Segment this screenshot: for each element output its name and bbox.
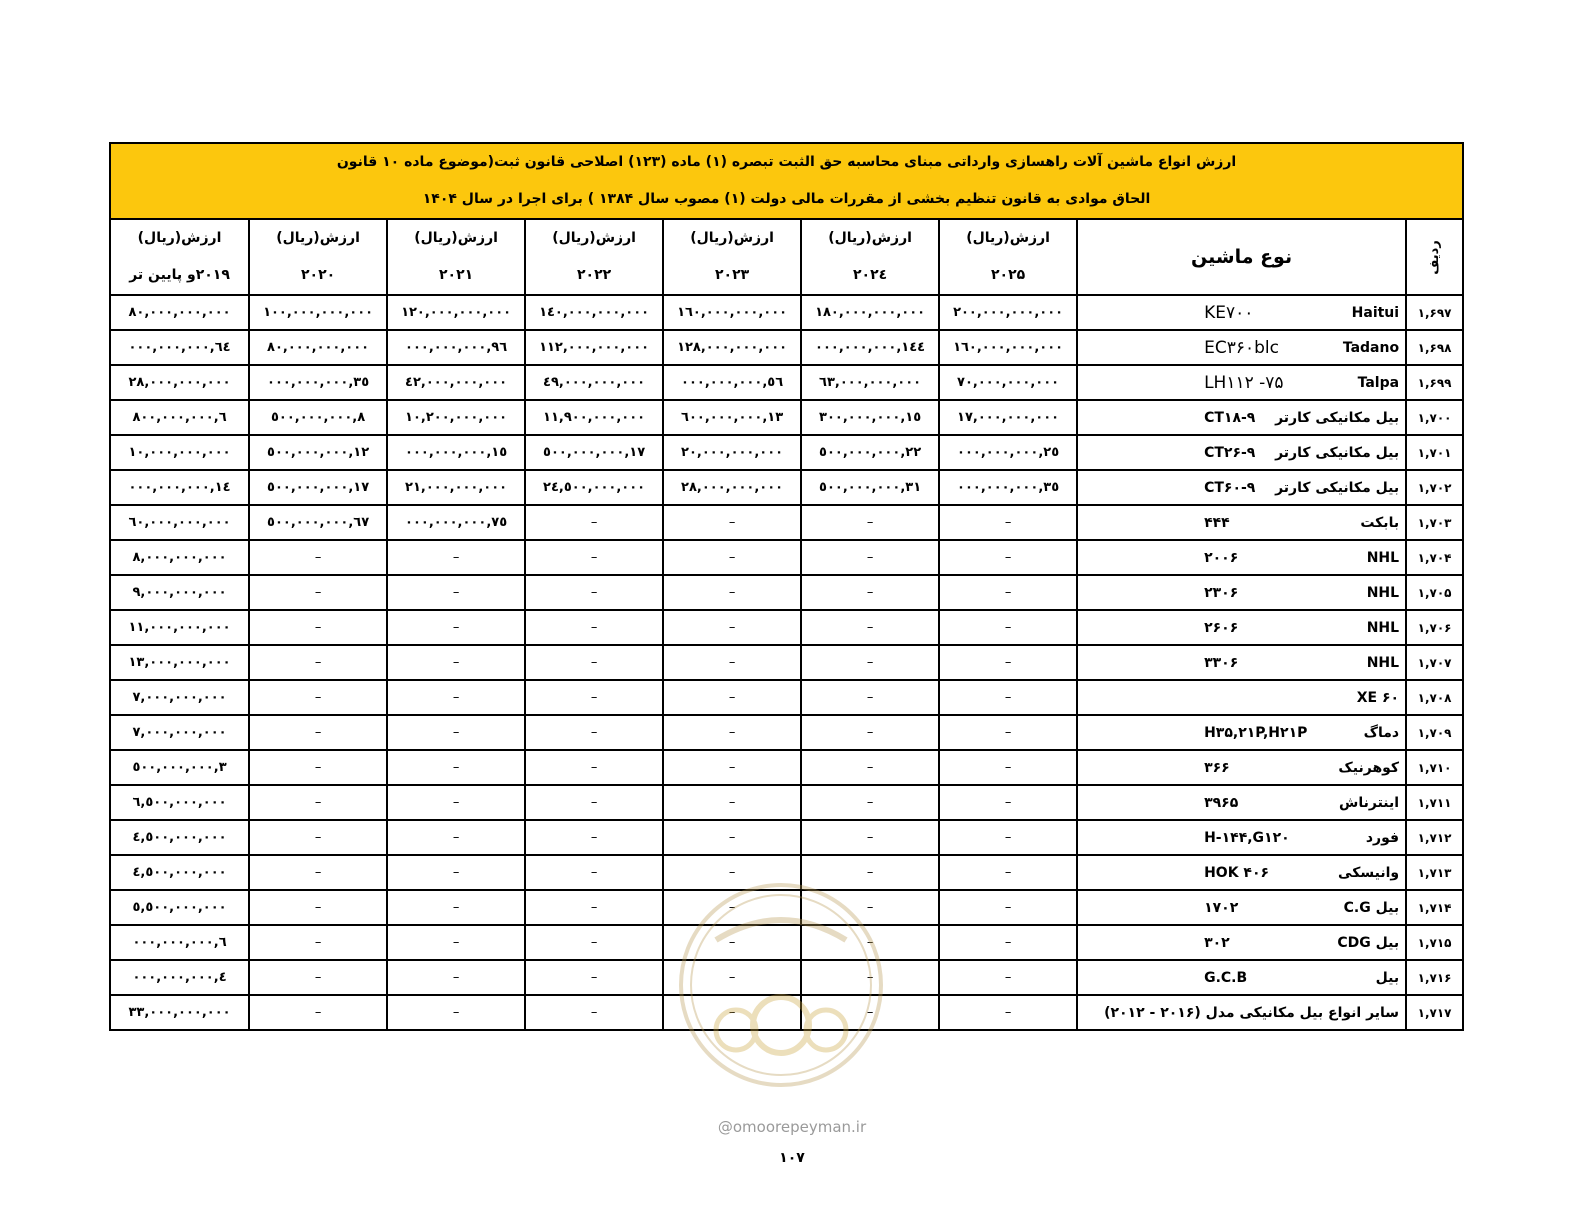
value-cell-1: – bbox=[801, 575, 939, 610]
header-year-5 bbox=[249, 219, 387, 295]
title-line-1: ارزش انواع ماشین آلات راهسازی وارداتی مبنای محاسبه حق الثبت تبصره (۱) ماده (۱۲۳) اصلاحی قانون ثبت(موضوع ماده ۱۰ قانون bbox=[336, 154, 1237, 170]
value-cell-3: – bbox=[525, 855, 663, 890]
machine-type-cell bbox=[1077, 330, 1406, 365]
machine-model: KE۷۰۰ bbox=[1204, 302, 1254, 323]
machine-type-cell bbox=[1077, 365, 1406, 400]
header-radif: ردیف bbox=[1406, 219, 1463, 295]
machine-model: CT۶۰-۹ bbox=[1204, 479, 1256, 496]
value-cell-4: – bbox=[387, 960, 525, 995]
machine-type-cell bbox=[1077, 645, 1406, 680]
machine-type-cell bbox=[1077, 855, 1406, 890]
value-cell-4: – bbox=[387, 540, 525, 575]
machine-model: H۳۵,۲۱P,H۲۱P bbox=[1204, 724, 1308, 741]
machine-type-cell bbox=[1077, 925, 1406, 960]
row-number: ۱,۷۰۲ bbox=[1406, 470, 1463, 505]
machine-type-cell bbox=[1077, 575, 1406, 610]
header-value-label: ارزش(ریال) bbox=[414, 230, 498, 246]
value-cell-5: – bbox=[249, 890, 387, 925]
value-cell-5: – bbox=[249, 645, 387, 680]
value-cell-0: – bbox=[939, 715, 1077, 750]
value-cell-2: ۲۰,۰۰۰,۰۰۰,۰۰۰ bbox=[663, 435, 801, 470]
value-cell-0: ۷۰,۰۰۰,۰۰۰,۰۰۰ bbox=[939, 365, 1077, 400]
machine-type-cell bbox=[1077, 470, 1406, 505]
value-cell-1: – bbox=[801, 645, 939, 680]
title-line-2: الحاق موادی به قانون تنظیم بخشی از مقررات مالی دولت (۱) مصوب سال ۱۳۸۴ ) برای اجرا در سال ۱۴۰۴ bbox=[422, 191, 1151, 207]
value-cell-5: – bbox=[249, 995, 387, 1030]
value-cell-0: ۱٦۰,۰۰۰,۰۰۰,۰۰۰ bbox=[939, 330, 1077, 365]
value-cell-1: ۲۲,٥۰۰,۰۰۰,۰۰۰ bbox=[801, 435, 939, 470]
header-value-label: ارزش(ریال) bbox=[137, 230, 222, 246]
machine-model: HOK ۴۰۶ bbox=[1204, 864, 1270, 881]
value-cell-5: – bbox=[249, 610, 387, 645]
value-cell-3: – bbox=[525, 820, 663, 855]
header-value-label: ارزش(ریال) bbox=[552, 230, 636, 246]
header-year-label: ۲۰۱۹و پایین تر bbox=[129, 267, 230, 283]
value-cell-6: ۱۳,۰۰۰,۰۰۰,۰۰۰ bbox=[110, 645, 249, 680]
table-row bbox=[110, 575, 1463, 610]
machine-name: کوهرنیک bbox=[1338, 759, 1400, 776]
value-cell-0: ۱۷,۰۰۰,۰۰۰,۰۰۰ bbox=[939, 400, 1077, 435]
machine-model: ۲۰۰۶ bbox=[1204, 549, 1239, 566]
machine-name: Talpa bbox=[1357, 374, 1400, 391]
row-number: ۱,۷۰۳ bbox=[1406, 505, 1463, 540]
row-number: ۱,۷۱۷ bbox=[1406, 995, 1463, 1030]
table-body bbox=[110, 295, 1463, 1030]
machine-model: ۳۰۲ bbox=[1204, 934, 1230, 951]
value-cell-6: ۸,۰۰۰,۰۰۰,۰۰۰ bbox=[110, 540, 249, 575]
row-number: ۱,۷۱۱ bbox=[1406, 785, 1463, 820]
header-machine-type: نوع ماشین bbox=[1077, 219, 1406, 295]
value-cell-2: ۱۳,٦۰۰,۰۰۰,۰۰۰ bbox=[663, 400, 801, 435]
value-cell-1: ۱٤٤,۰۰۰,۰۰۰,۰۰۰ bbox=[801, 330, 939, 365]
machine-model: G.C.B bbox=[1204, 969, 1248, 986]
table-row bbox=[110, 995, 1463, 1030]
value-cell-4: ۱۰,۲۰۰,۰۰۰,۰۰۰ bbox=[387, 400, 525, 435]
machine-name: Tadano bbox=[1342, 339, 1400, 356]
value-cell-2: – bbox=[663, 680, 801, 715]
footer-url: @omoorepeyman.ir bbox=[717, 1118, 867, 1136]
row-number: ۱,۶۹۸ bbox=[1406, 330, 1463, 365]
machine-name: بیل CDG bbox=[1337, 934, 1400, 951]
machine-name: بیل C.G bbox=[1343, 899, 1400, 916]
value-cell-4: – bbox=[387, 855, 525, 890]
value-cell-5: – bbox=[249, 785, 387, 820]
value-cell-5: ۱۷,٥۰۰,۰۰۰,۰۰۰ bbox=[249, 470, 387, 505]
header-year-0 bbox=[939, 219, 1077, 295]
value-cell-6: ٦۰,۰۰۰,۰۰۰,۰۰۰ bbox=[110, 505, 249, 540]
value-cell-3: ۲٤,٥۰۰,۰۰۰,۰۰۰ bbox=[525, 470, 663, 505]
machine-model: ۲۳۰۶ bbox=[1204, 584, 1239, 601]
value-cell-2: – bbox=[663, 785, 801, 820]
machine-name: Haitui bbox=[1351, 304, 1400, 321]
table-row bbox=[110, 505, 1463, 540]
value-cell-3: – bbox=[525, 505, 663, 540]
value-cell-5: ۱۲,٥۰۰,۰۰۰,۰۰۰ bbox=[249, 435, 387, 470]
value-cell-4: – bbox=[387, 575, 525, 610]
machine-model: ۲۶۰۶ bbox=[1204, 619, 1239, 636]
value-cell-4: – bbox=[387, 925, 525, 960]
value-cell-0: ۲٥,۰۰۰,۰۰۰,۰۰۰ bbox=[939, 435, 1077, 470]
table-row bbox=[110, 680, 1463, 715]
machine-name: NHL bbox=[1366, 654, 1400, 671]
table-row bbox=[110, 400, 1463, 435]
value-cell-2: – bbox=[663, 505, 801, 540]
value-cell-4: ۱٥,۰۰۰,۰۰۰,۰۰۰ bbox=[387, 435, 525, 470]
table-row bbox=[110, 890, 1463, 925]
value-cell-0: – bbox=[939, 750, 1077, 785]
header-year-2 bbox=[663, 219, 801, 295]
value-cell-6: ۱٤,۰۰۰,۰۰۰,۰۰۰ bbox=[110, 470, 249, 505]
value-cell-3: ٤۹,۰۰۰,۰۰۰,۰۰۰ bbox=[525, 365, 663, 400]
header-year-3 bbox=[525, 219, 663, 295]
value-cell-3: – bbox=[525, 995, 663, 1030]
value-cell-2: ۲۸,۰۰۰,۰۰۰,۰۰۰ bbox=[663, 470, 801, 505]
value-cell-2: – bbox=[663, 645, 801, 680]
table-row bbox=[110, 540, 1463, 575]
machine-model: H-۱۴۴,G۱۲۰ bbox=[1204, 829, 1290, 846]
value-cell-1: – bbox=[801, 505, 939, 540]
value-cell-2: – bbox=[663, 610, 801, 645]
value-cell-5: – bbox=[249, 680, 387, 715]
table-row bbox=[110, 750, 1463, 785]
value-cell-5: ٦۷,٥۰۰,۰۰۰,۰۰۰ bbox=[249, 505, 387, 540]
value-cell-0: ۲۰۰,۰۰۰,۰۰۰,۰۰۰ bbox=[939, 295, 1077, 330]
table-row bbox=[110, 785, 1463, 820]
value-cell-4: ٤۲,۰۰۰,۰۰۰,۰۰۰ bbox=[387, 365, 525, 400]
value-cell-4: – bbox=[387, 995, 525, 1030]
value-cell-1: ٦۳,۰۰۰,۰۰۰,۰۰۰ bbox=[801, 365, 939, 400]
table-row bbox=[110, 610, 1463, 645]
value-cell-4: – bbox=[387, 680, 525, 715]
header-value-label: ارزش(ریال) bbox=[276, 230, 360, 246]
value-cell-2: – bbox=[663, 995, 801, 1030]
value-cell-5: – bbox=[249, 960, 387, 995]
row-number: ۱,۷۰۷ bbox=[1406, 645, 1463, 680]
row-number: ۱,۷۰۶ bbox=[1406, 610, 1463, 645]
value-cell-1: – bbox=[801, 785, 939, 820]
value-cell-6: ۸۰,۰۰۰,۰۰۰,۰۰۰ bbox=[110, 295, 249, 330]
value-cell-1: ۱٥,۳۰۰,۰۰۰,۰۰۰ bbox=[801, 400, 939, 435]
header-year-label: ۲۰۲۳ bbox=[714, 267, 750, 283]
value-cell-2: ۱٦۰,۰۰۰,۰۰۰,۰۰۰ bbox=[663, 295, 801, 330]
machine-type-cell bbox=[1077, 540, 1406, 575]
value-cell-3: – bbox=[525, 750, 663, 785]
value-cell-5: – bbox=[249, 855, 387, 890]
value-cell-0: – bbox=[939, 890, 1077, 925]
table-row bbox=[110, 435, 1463, 470]
machine-model: EC۳۶۰blc bbox=[1204, 337, 1279, 358]
value-cell-6: ٤,٥۰۰,۰۰۰,۰۰۰ bbox=[110, 855, 249, 890]
value-cell-1: – bbox=[801, 540, 939, 575]
value-cell-6: ٥,٥۰۰,۰۰۰,۰۰۰ bbox=[110, 890, 249, 925]
value-cell-0: ۳٥,۰۰۰,۰۰۰,۰۰۰ bbox=[939, 470, 1077, 505]
value-cell-1: – bbox=[801, 680, 939, 715]
row-number: ۱,۷۰۵ bbox=[1406, 575, 1463, 610]
value-cell-1: – bbox=[801, 750, 939, 785]
value-cell-2: – bbox=[663, 855, 801, 890]
value-cell-4: ۲۱,۰۰۰,۰۰۰,۰۰۰ bbox=[387, 470, 525, 505]
table-row bbox=[110, 365, 1463, 400]
header-value-label: ارزش(ریال) bbox=[828, 230, 912, 246]
value-cell-3: – bbox=[525, 575, 663, 610]
machine-name: XE ۶۰ bbox=[1356, 689, 1400, 706]
value-cell-5: – bbox=[249, 750, 387, 785]
table-title bbox=[110, 143, 1463, 219]
value-cell-3: – bbox=[525, 925, 663, 960]
value-cell-6: ٤,٥۰۰,۰۰۰,۰۰۰ bbox=[110, 820, 249, 855]
value-cell-3: – bbox=[525, 715, 663, 750]
value-cell-2: – bbox=[663, 820, 801, 855]
machine-name: بابکت bbox=[1360, 514, 1400, 531]
value-cell-0: – bbox=[939, 575, 1077, 610]
value-cell-2: – bbox=[663, 540, 801, 575]
table-row bbox=[110, 820, 1463, 855]
machine-name: اینترناش bbox=[1339, 794, 1400, 811]
value-cell-0: – bbox=[939, 995, 1077, 1030]
row-number: ۱,۷۱۵ bbox=[1406, 925, 1463, 960]
value-cell-6: ٦,٥۰۰,۰۰۰,۰۰۰ bbox=[110, 785, 249, 820]
value-cell-0: – bbox=[939, 820, 1077, 855]
value-cell-5: ۱۰۰,۰۰۰,۰۰۰,۰۰۰ bbox=[249, 295, 387, 330]
table-row bbox=[110, 295, 1463, 330]
machine-model: ۴۴۴ bbox=[1204, 514, 1230, 531]
header-value-label: ارزش(ریال) bbox=[966, 230, 1050, 246]
machine-model: LH۱۱۲ -۷۵ bbox=[1204, 372, 1284, 393]
machine-model: ۱۷۰۲ bbox=[1204, 899, 1239, 916]
page-number: ۱۰۷ bbox=[779, 1150, 805, 1166]
value-cell-3: – bbox=[525, 645, 663, 680]
machine-type-cell bbox=[1077, 400, 1406, 435]
machine-type-cell bbox=[1077, 610, 1406, 645]
value-cell-6: ٤,۰۰۰,۰۰۰,۰۰۰ bbox=[110, 960, 249, 995]
header-year-4 bbox=[387, 219, 525, 295]
row-number: ۱,۷۰۹ bbox=[1406, 715, 1463, 750]
value-cell-5: – bbox=[249, 925, 387, 960]
machine-value-table bbox=[109, 142, 1464, 1031]
machine-model: CT۱۸-۹ bbox=[1204, 409, 1256, 426]
machine-type-cell bbox=[1077, 715, 1406, 750]
table-row bbox=[110, 855, 1463, 890]
value-cell-1: – bbox=[801, 960, 939, 995]
machine-type-cell bbox=[1077, 785, 1406, 820]
value-cell-1: – bbox=[801, 715, 939, 750]
column-header-row bbox=[110, 219, 1463, 295]
machine-type-cell bbox=[1077, 890, 1406, 925]
value-cell-4: – bbox=[387, 645, 525, 680]
row-number: ۱,۷۱۰ bbox=[1406, 750, 1463, 785]
value-cell-5: ۳٥,۰۰۰,۰۰۰,۰۰۰ bbox=[249, 365, 387, 400]
value-cell-2: – bbox=[663, 750, 801, 785]
value-cell-6: ٦,۸۰۰,۰۰۰,۰۰۰ bbox=[110, 400, 249, 435]
row-number: ۱,۷۱۲ bbox=[1406, 820, 1463, 855]
value-cell-4: – bbox=[387, 820, 525, 855]
value-cell-2: – bbox=[663, 960, 801, 995]
machine-model: ۳۳۰۶ bbox=[1204, 654, 1239, 671]
value-cell-3: – bbox=[525, 540, 663, 575]
machine-type-cell bbox=[1077, 295, 1406, 330]
value-cell-3: – bbox=[525, 785, 663, 820]
header-year-label: ۲۰۲۲ bbox=[576, 267, 612, 283]
machine-type-cell bbox=[1077, 680, 1406, 715]
value-cell-5: ۸,٥۰۰,۰۰۰,۰۰۰ bbox=[249, 400, 387, 435]
machine-type-cell bbox=[1077, 820, 1406, 855]
value-cell-3: – bbox=[525, 960, 663, 995]
machine-type-cell bbox=[1077, 750, 1406, 785]
machine-name: NHL bbox=[1366, 619, 1400, 636]
table-row bbox=[110, 470, 1463, 505]
value-cell-1: – bbox=[801, 995, 939, 1030]
value-cell-0: – bbox=[939, 505, 1077, 540]
row-number: ۱,۷۰۴ bbox=[1406, 540, 1463, 575]
table-row bbox=[110, 925, 1463, 960]
machine-model: ۳۹۶۵ bbox=[1204, 794, 1239, 811]
value-cell-6: ۲۸,۰۰۰,۰۰۰,۰۰۰ bbox=[110, 365, 249, 400]
value-cell-6: ٦,۰۰۰,۰۰۰,۰۰۰ bbox=[110, 925, 249, 960]
header-year-label: ۲۰۲٤ bbox=[852, 267, 888, 283]
header-year-label: ۲۰۲۰ bbox=[300, 267, 336, 283]
value-cell-4: – bbox=[387, 715, 525, 750]
value-cell-1: ۱۸۰,۰۰۰,۰۰۰,۰۰۰ bbox=[801, 295, 939, 330]
row-number: ۱,۷۰۸ bbox=[1406, 680, 1463, 715]
machine-type-cell bbox=[1077, 505, 1406, 540]
value-cell-2: – bbox=[663, 890, 801, 925]
table-row bbox=[110, 645, 1463, 680]
value-cell-5: – bbox=[249, 715, 387, 750]
value-cell-6: ۷,۰۰۰,۰۰۰,۰۰۰ bbox=[110, 715, 249, 750]
value-cell-0: – bbox=[939, 645, 1077, 680]
value-cell-5: – bbox=[249, 575, 387, 610]
value-cell-6: ۳,٥۰۰,۰۰۰,۰۰۰ bbox=[110, 750, 249, 785]
machine-model: CT۲۶-۹ bbox=[1204, 444, 1256, 461]
machine-name: دماگ bbox=[1363, 724, 1400, 741]
value-cell-6: ٦٤,۰۰۰,۰۰۰,۰۰۰ bbox=[110, 330, 249, 365]
machine-name: سایر انواع بیل مکانیکی مدل (۲۰۱۶ - ۲۰۱۲) bbox=[1104, 1004, 1400, 1021]
value-cell-2: – bbox=[663, 925, 801, 960]
value-cell-4: – bbox=[387, 610, 525, 645]
machine-name: NHL bbox=[1366, 549, 1400, 566]
value-cell-4: ۷٥,۰۰۰,۰۰۰,۰۰۰ bbox=[387, 505, 525, 540]
machine-model: ۳۶۶ bbox=[1204, 759, 1230, 776]
header-year-1 bbox=[801, 219, 939, 295]
value-cell-4: ۱۲۰,۰۰۰,۰۰۰,۰۰۰ bbox=[387, 295, 525, 330]
value-cell-0: – bbox=[939, 925, 1077, 960]
value-cell-6: ۷,۰۰۰,۰۰۰,۰۰۰ bbox=[110, 680, 249, 715]
value-cell-2: – bbox=[663, 575, 801, 610]
value-cell-6: ۹,۰۰۰,۰۰۰,۰۰۰ bbox=[110, 575, 249, 610]
value-cell-1: – bbox=[801, 890, 939, 925]
machine-type-cell bbox=[1077, 435, 1406, 470]
value-cell-0: – bbox=[939, 610, 1077, 645]
value-cell-2: ۱۲۸,۰۰۰,۰۰۰,۰۰۰ bbox=[663, 330, 801, 365]
value-cell-6: ۱۱,۰۰۰,۰۰۰,۰۰۰ bbox=[110, 610, 249, 645]
machine-name: فورد bbox=[1365, 829, 1400, 846]
value-cell-2: – bbox=[663, 715, 801, 750]
value-cell-3: ۱۱,۹۰۰,۰۰۰,۰۰۰ bbox=[525, 400, 663, 435]
row-number: ۱,۷۱۴ bbox=[1406, 890, 1463, 925]
value-cell-3: – bbox=[525, 890, 663, 925]
machine-type-cell bbox=[1077, 960, 1406, 995]
machine-name: NHL bbox=[1366, 584, 1400, 601]
value-cell-4: – bbox=[387, 750, 525, 785]
row-number: ۱,۷۰۰ bbox=[1406, 400, 1463, 435]
row-number: ۱,۷۱۶ bbox=[1406, 960, 1463, 995]
value-cell-3: – bbox=[525, 610, 663, 645]
value-cell-6: ۳۳,۰۰۰,۰۰۰,۰۰۰ bbox=[110, 995, 249, 1030]
value-cell-1: – bbox=[801, 855, 939, 890]
value-cell-4: – bbox=[387, 785, 525, 820]
value-cell-3: ۱۷,٥۰۰,۰۰۰,۰۰۰ bbox=[525, 435, 663, 470]
machine-name: بیل مکانیکی کارتر bbox=[1275, 479, 1400, 496]
value-cell-1: – bbox=[801, 820, 939, 855]
row-number: ۱,۶۹۷ bbox=[1406, 295, 1463, 330]
value-cell-4: – bbox=[387, 890, 525, 925]
table-row bbox=[110, 715, 1463, 750]
value-cell-0: – bbox=[939, 855, 1077, 890]
value-cell-3: – bbox=[525, 680, 663, 715]
price-table-document bbox=[109, 142, 1462, 1031]
header-value-label: ارزش(ریال) bbox=[690, 230, 774, 246]
header-year-label: ۲۰۲۱ bbox=[438, 267, 474, 283]
header-year-6 bbox=[110, 219, 249, 295]
header-year-label: ۲۰۲۵ bbox=[990, 267, 1026, 283]
table-row bbox=[110, 960, 1463, 995]
value-cell-0: – bbox=[939, 540, 1077, 575]
machine-type-cell bbox=[1077, 995, 1406, 1030]
value-cell-0: – bbox=[939, 785, 1077, 820]
machine-name: بیل مکانیکی کارتر bbox=[1275, 409, 1400, 426]
value-cell-1: ۳۱,٥۰۰,۰۰۰,۰۰۰ bbox=[801, 470, 939, 505]
machine-name: وانیسکی bbox=[1338, 864, 1400, 881]
machine-name: بیل bbox=[1375, 969, 1400, 986]
value-cell-1: – bbox=[801, 610, 939, 645]
value-cell-4: ۹٦,۰۰۰,۰۰۰,۰۰۰ bbox=[387, 330, 525, 365]
value-cell-2: ٥٦,۰۰۰,۰۰۰,۰۰۰ bbox=[663, 365, 801, 400]
row-number: ۱,۷۱۳ bbox=[1406, 855, 1463, 890]
value-cell-5: – bbox=[249, 540, 387, 575]
value-cell-0: – bbox=[939, 680, 1077, 715]
table-row bbox=[110, 330, 1463, 365]
value-cell-5: ۸۰,۰۰۰,۰۰۰,۰۰۰ bbox=[249, 330, 387, 365]
value-cell-3: ۱۱۲,۰۰۰,۰۰۰,۰۰۰ bbox=[525, 330, 663, 365]
row-number: ۱,۶۹۹ bbox=[1406, 365, 1463, 400]
value-cell-0: – bbox=[939, 960, 1077, 995]
machine-name: بیل مکانیکی کارتر bbox=[1275, 444, 1400, 461]
value-cell-6: ۱۰,۰۰۰,۰۰۰,۰۰۰ bbox=[110, 435, 249, 470]
value-cell-3: ۱٤۰,۰۰۰,۰۰۰,۰۰۰ bbox=[525, 295, 663, 330]
value-cell-1: – bbox=[801, 925, 939, 960]
value-cell-5: – bbox=[249, 820, 387, 855]
row-number: ۱,۷۰۱ bbox=[1406, 435, 1463, 470]
